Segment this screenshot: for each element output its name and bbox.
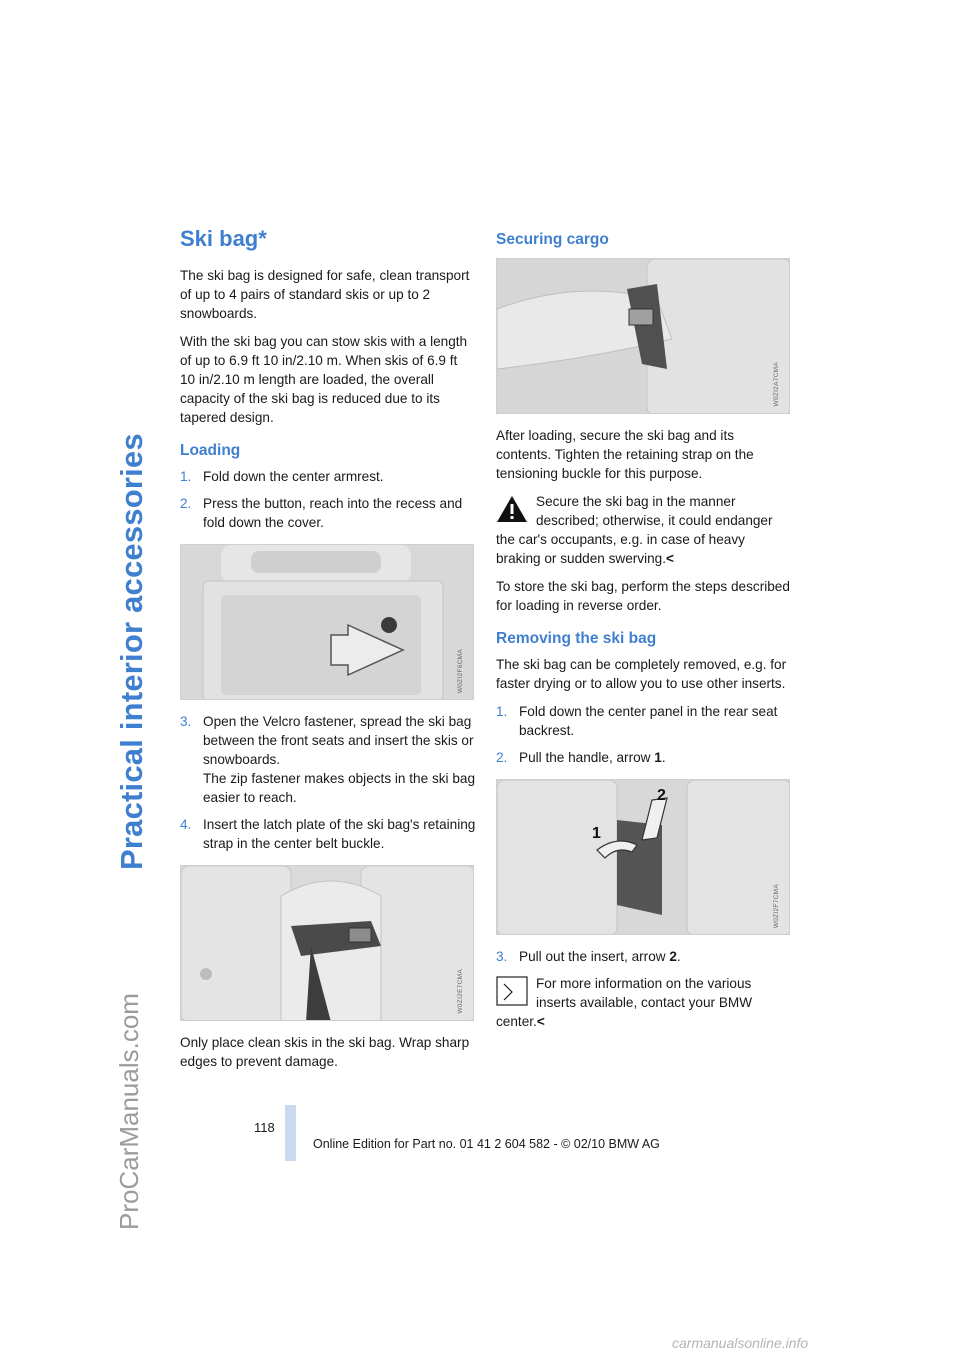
securing-paragraph: After loading, secure the ski bag and its contents. Tighten the retaining strap on the tensioning buckle for this purpose. <box>496 428 754 481</box>
page-number: 118 <box>254 1120 275 1135</box>
tensioning-buckle-illustration <box>497 259 790 414</box>
arrow-2-label: 2 <box>657 787 666 804</box>
removing-heading: Removing the ski bag <box>496 630 657 647</box>
step-main-text: Pull the handle, arrow <box>519 750 655 765</box>
arrow-number: 1 <box>654 750 662 765</box>
figure-code: W0ZI2E7CMA <box>457 969 464 1014</box>
step-item <box>180 494 476 532</box>
side-watermark <box>108 560 154 1260</box>
step-item <box>180 467 476 486</box>
step-tail: . <box>661 750 666 765</box>
arrow-number: 2 <box>669 949 677 964</box>
step-item <box>496 748 792 767</box>
step-text: Press the button, reach into the recess and fold down the cover. <box>203 496 463 530</box>
step-item <box>180 712 476 807</box>
step-number: 1. <box>496 704 508 719</box>
step-text <box>203 712 476 807</box>
step-item <box>496 947 792 966</box>
step-number: 3. <box>496 949 508 964</box>
step-text <box>519 748 792 767</box>
ski-bag-heading: Ski bag* <box>180 226 267 251</box>
belt-buckle-illustration <box>181 866 474 1021</box>
removing-paragraph: The ski bag can be completely removed, e.g. for faster drying or to allow you to use other inserts. <box>496 657 787 691</box>
figure-insert-removal <box>496 779 790 935</box>
figure-code: W0ZI2F7CMA <box>773 883 780 928</box>
step-text: Fold down the center panel in the rear seat backrest. <box>519 704 778 738</box>
step-text: Fold down the center armrest. <box>203 469 384 484</box>
site-watermark: carmanualsonline.info <box>672 1335 809 1351</box>
step-number: 2. <box>180 496 192 511</box>
step-tail: . <box>676 949 681 964</box>
step-number: 4. <box>180 817 192 832</box>
warning-triangle-icon <box>496 494 528 524</box>
armrest-illustration <box>181 545 474 700</box>
figure-armrest-button <box>180 544 474 700</box>
store-paragraph: To store the ski bag, perform the steps described for loading in reverse order. <box>496 579 790 613</box>
step-main-text: Pull out the insert, arrow <box>519 949 670 964</box>
figure-code: W0ZI2F6CMA <box>457 648 464 693</box>
side-watermark-text: ProCarManuals.com <box>114 993 144 1230</box>
step-number: 3. <box>180 714 192 729</box>
step-sub-text: The zip fastener makes objects in the ski bag easier to reach. <box>203 771 476 805</box>
end-mark: < <box>536 1014 545 1029</box>
intro-paragraph-1: The ski bag is designed for safe, clean transport of up to 4 pairs of standard skis or up to 2 snowboards. <box>180 268 470 321</box>
note-arrow-icon <box>496 976 528 1006</box>
intro-paragraph-2: With the ski bag you can stow skis with a length of up to 6.9 ft 10 in/2.10 m. When skis of 6.9 ft 10 in/2.10 m length are loaded, the overall capacity of the ski bag is reduced due to its tapered design. <box>180 334 468 425</box>
step-number: 1. <box>180 469 192 484</box>
step-number: 2. <box>496 750 508 765</box>
info-text: For more information on the various inserts available, contact your BMW center. <box>496 976 753 1029</box>
loading-heading: Loading <box>180 442 241 459</box>
step-text: Insert the latch plate of the ski bag's retaining strap in the center belt buckle. <box>203 817 476 851</box>
step-item <box>180 815 476 853</box>
edition-line: Online Edition for Part no. 01 41 2 604 582 - © 02/10 BMW AG <box>313 1137 660 1151</box>
figure-tensioning-buckle <box>496 258 790 414</box>
left-column <box>180 226 476 1080</box>
end-mark: < <box>666 551 674 566</box>
closing-paragraph: Only place clean skis in the ski bag. Wrap sharp edges to prevent damage. <box>180 1035 470 1069</box>
step-main-text: Open the Velcro fastener, spread the ski bag between the front seats and insert the skis or snowboards. <box>203 714 474 767</box>
chapter-title-text: Practical interior accessories <box>114 433 149 870</box>
figure-belt-buckle <box>180 865 474 1021</box>
step-item <box>496 702 792 740</box>
step-text <box>519 947 792 966</box>
right-column <box>496 230 792 1040</box>
warning-note <box>496 492 792 568</box>
insert-removal-illustration <box>497 780 790 935</box>
info-note <box>496 974 792 1031</box>
footer-accent-bar <box>285 1105 296 1161</box>
arrow-1-label: 1 <box>592 825 601 842</box>
warning-text: Secure the ski bag in the manner described; otherwise, it could endanger the car's occupants, e.g. in case of heavy braking or sudden swerving. <box>496 494 773 566</box>
securing-cargo-heading: Securing cargo <box>496 231 609 248</box>
figure-code: W0ZI2A7CMA <box>773 362 780 407</box>
